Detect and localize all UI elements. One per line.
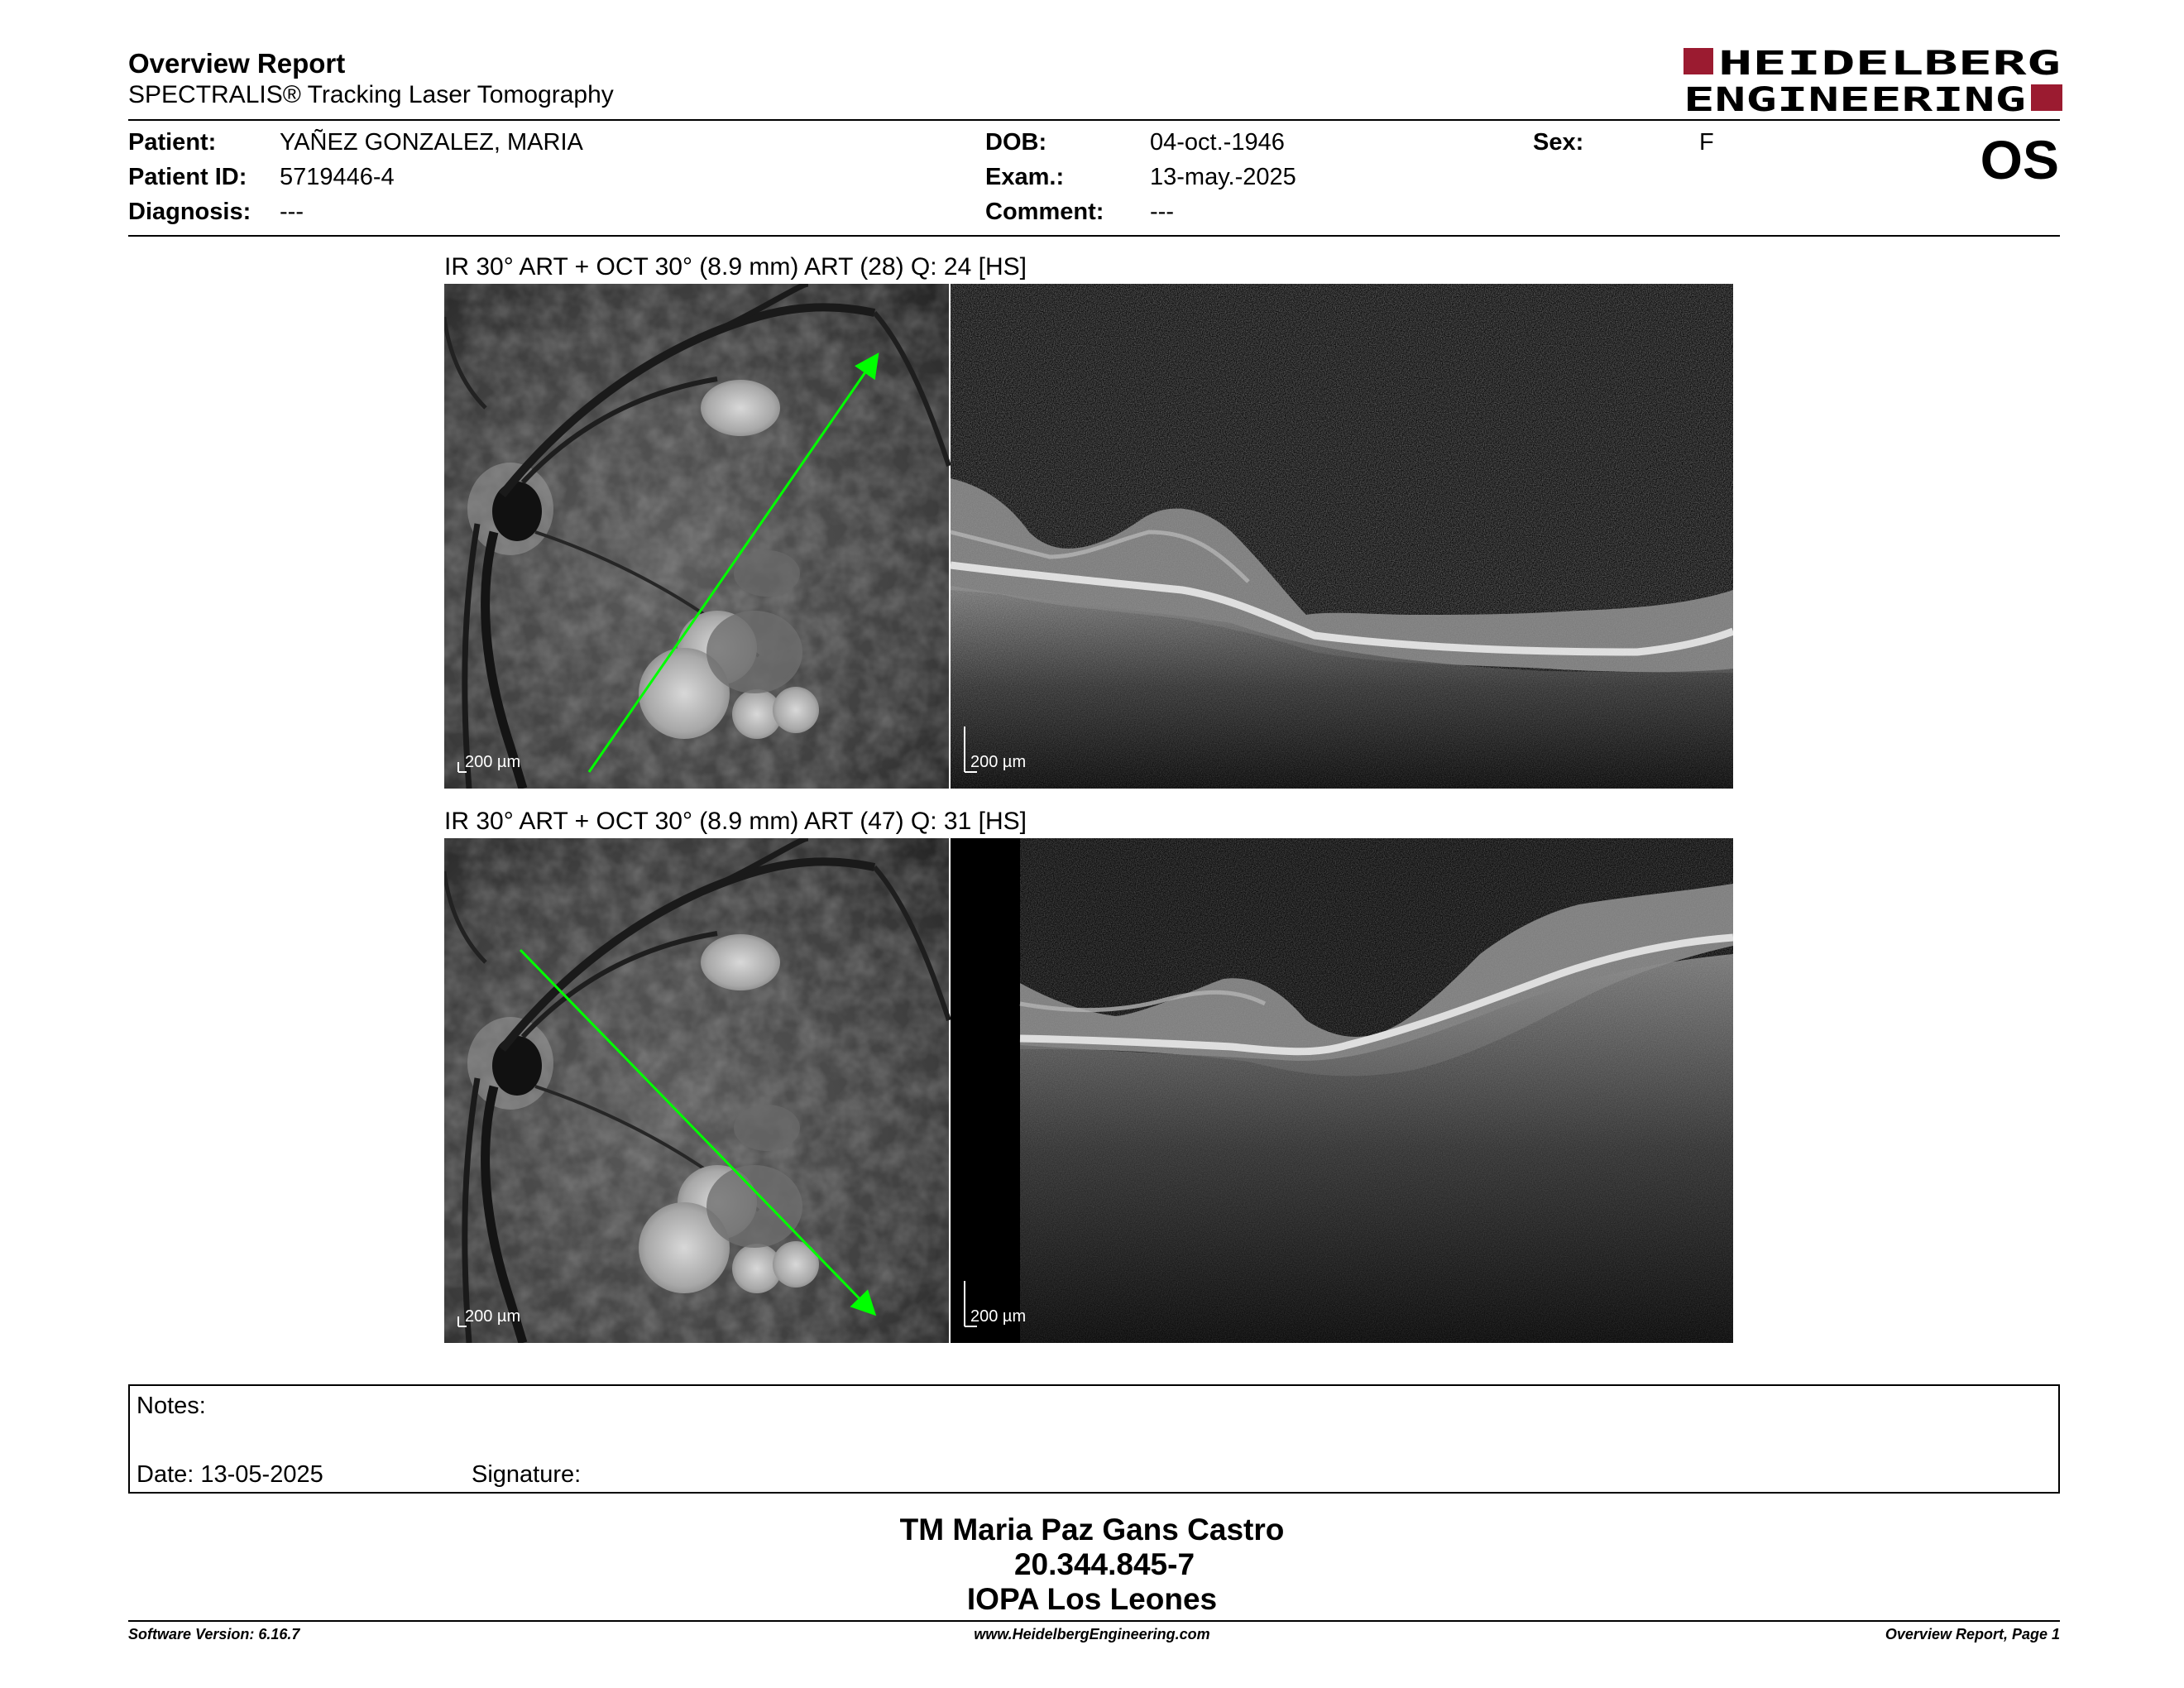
stamp-institution: IOPA Los Leones <box>966 1582 1218 1616</box>
scan-2-panel <box>444 838 1733 1343</box>
patient-label: Patient: <box>128 129 217 156</box>
website-link[interactable]: www.HeidelbergEngineering.com <box>974 1626 1210 1642</box>
dob-label: DOB: <box>985 129 1047 156</box>
scan-1-images <box>444 284 1733 789</box>
heidelberg-logo <box>1684 46 2062 114</box>
patient-id-label: Patient ID: <box>128 164 247 190</box>
scan-1-panel <box>444 284 1733 789</box>
comment-value: --- <box>1150 199 1174 225</box>
dob-value: 04-oct.-1946 <box>1150 129 1285 156</box>
stamp-name: TM Maria Paz Gans Castro <box>899 1513 1285 1547</box>
scan-2-images <box>444 838 1733 1343</box>
report-title: Overview Report <box>128 48 346 79</box>
scan-1-fundus-scale: 200 µm <box>465 753 521 771</box>
patient-name: YAÑEZ GONZALEZ, MARIA <box>280 129 583 156</box>
exam-label: Exam.: <box>985 164 1065 190</box>
page-indicator: Overview Report, Page 1 <box>1885 1626 2060 1642</box>
logo-text-line2: ENGINEERING <box>1684 81 2026 114</box>
scan-2-oct-image[interactable] <box>951 838 1733 1343</box>
scan-1-caption: IR 30° ART + OCT 30° (8.9 mm) ART (28) Q: 24 [HS] <box>444 253 1027 281</box>
notes-label: Notes: <box>136 1393 206 1419</box>
diagnosis-label: Diagnosis: <box>128 199 251 225</box>
patient-id: 5719446-4 <box>280 164 395 190</box>
scan-2-fundus-scale: 200 µm <box>465 1307 521 1326</box>
logo-text-line1: HEIDELBERG <box>1718 46 2061 83</box>
sex-value: F <box>1699 129 1714 156</box>
header-rule-top <box>128 119 2060 121</box>
notes-date: Date: 13-05-2025 <box>136 1461 323 1488</box>
scan-2-caption: IR 30° ART + OCT 30° (8.9 mm) ART (47) Q: 31 [HS] <box>444 808 1027 835</box>
exam-value: 13-may.-2025 <box>1150 164 1296 190</box>
signature-label: Signature: <box>472 1461 582 1488</box>
report-subtitle: SPECTRALIS® Tracking Laser Tomography <box>128 81 614 108</box>
diagnosis-value: --- <box>280 199 304 225</box>
scan-1-oct-image[interactable] <box>951 284 1733 789</box>
scan-1-fundus-image[interactable] <box>444 284 949 789</box>
notes-box <box>128 1384 2060 1494</box>
footer-rule <box>128 1620 2060 1622</box>
scan-2-fundus-image[interactable] <box>444 838 949 1343</box>
sex-label: Sex: <box>1533 129 1584 156</box>
scan-1-oct-scale: 200 µm <box>970 753 1027 771</box>
header-rule-bottom <box>128 235 2060 237</box>
scan-2-oct-scale: 200 µm <box>970 1307 1027 1326</box>
eye-indicator: OS <box>1980 129 2059 190</box>
stamp-id: 20.344.845-7 <box>1013 1547 1195 1581</box>
software-version: Software Version: 6.16.7 <box>128 1626 300 1642</box>
comment-label: Comment: <box>985 199 1104 225</box>
